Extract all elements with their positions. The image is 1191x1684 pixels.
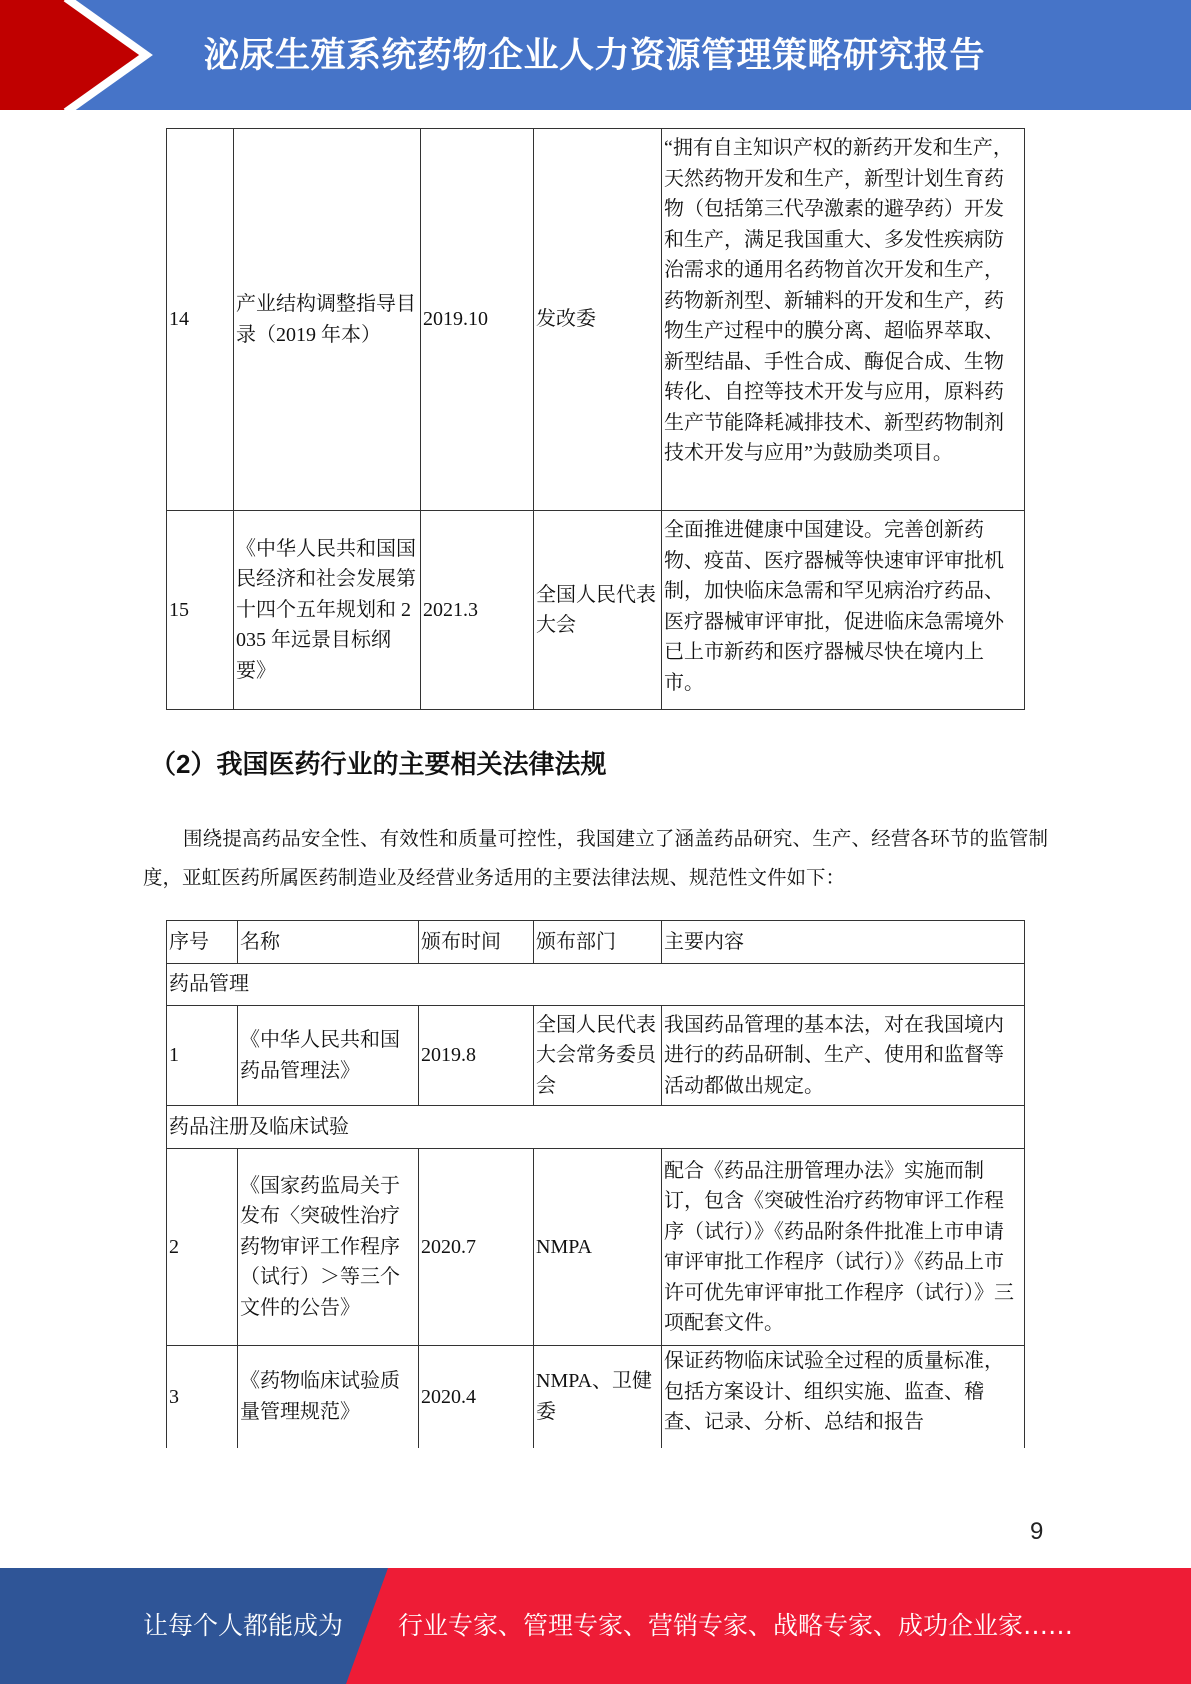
page-number: 9 <box>1030 1518 1044 1545</box>
cell-name: 《中华人民共和国国民经济和社会发展第十四个五年规划和 2035 年远景目标纲要》 <box>234 511 421 710</box>
laws-table <box>166 920 1025 1448</box>
cell-no: 3 <box>167 1346 238 1448</box>
cell-no: 15 <box>167 511 234 710</box>
cell-date: 2019.8 <box>419 1006 534 1106</box>
report-title: 泌尿生殖系统药物企业人力资源管理策略研究报告 <box>204 36 986 75</box>
cell-name: 《药物临床试验质量管理规范》 <box>238 1346 419 1448</box>
cell-no: 2 <box>167 1149 238 1346</box>
cell-name: 产业结构调整指导目录（2019 年本） <box>234 129 421 511</box>
cell-date: 2021.3 <box>421 511 534 710</box>
red-chevron-shape <box>0 0 146 110</box>
header-name: 名称 <box>238 921 419 964</box>
cell-dept: 发改委 <box>534 129 662 511</box>
cell-dept: NMPA <box>534 1149 662 1346</box>
cell-name: 《中华人民共和国药品管理法》 <box>238 1006 419 1106</box>
group-title: 药品注册及临床试验 <box>167 1106 1025 1149</box>
cell-dept: 全国人民代表大会常务委员会 <box>534 1006 662 1106</box>
table-row <box>167 1346 1025 1448</box>
cell-name: 《国家药监局关于发布〈突破性治疗药物审评工作程序（试行）＞等三个文件的公告》 <box>238 1149 419 1346</box>
group-row <box>167 1106 1025 1149</box>
cell-date: 2020.7 <box>419 1149 534 1346</box>
page-footer <box>0 1568 1191 1684</box>
cell-content: 配合《药品注册管理办法》实施而制订，包含《突破性治疗药物审评工作程序（试行）》《药品附条件批准上市申请审评审批工作程序（试行）》《药品上市许可优先审评审批工作程序（试行）》三项配套文件。 <box>662 1149 1025 1346</box>
cell-date: 2020.4 <box>419 1346 534 1448</box>
cell-dept: 全国人民代表大会 <box>534 511 662 710</box>
header-no: 序号 <box>167 921 238 964</box>
cell-date: 2019.10 <box>421 129 534 511</box>
table-row <box>167 1006 1025 1106</box>
cell-no: 14 <box>167 129 234 511</box>
header-content: 主要内容 <box>662 921 1025 964</box>
table-row <box>167 511 1025 710</box>
cell-content: 我国药品管理的基本法，对在我国境内进行的药品研制、生产、使用和监督等活动都做出规定。 <box>662 1006 1025 1106</box>
cell-content: “拥有自主知识产权的新药开发和生产，天然药物开发和生产，新型计划生育药物（包括第三代孕激素的避孕药）开发和生产，满足我国重大、多发性疾病防治需求的通用名药物首次开发和生产，药物新剂型、新辅料的开发和生产，药物生产过程中的膜分离、超临界萃取、新型结晶、手性合成、酶促合成、生物转化、自控等技术开发与应用，原料药生产节能降耗减排技术、新型药物制剂技术开发与应用”为鼓励类项目。 <box>662 129 1025 511</box>
group-title: 药品管理 <box>167 964 1025 1006</box>
page-header <box>0 0 1191 110</box>
footer-slogan-right: 行业专家、管理专家、营销专家、战略专家、成功企业家…… <box>398 1611 1074 1640</box>
table-row <box>167 1149 1025 1346</box>
section-paragraph: 围绕提高药品安全性、有效性和质量可控性，我国建立了涵盖药品研究、生产、经营各环节的监管制度，亚虹医药所属医药制造业及经营业务适用的主要法律法规、规范性文件如下： <box>143 829 1048 889</box>
table-row <box>167 129 1025 511</box>
section-heading: （2）我国医药行业的主要相关法律法规 <box>150 749 607 779</box>
header-date: 颁布时间 <box>419 921 534 964</box>
policy-table <box>166 128 1025 710</box>
cell-no: 1 <box>167 1006 238 1106</box>
cell-content: 保证药物临床试验全过程的质量标准，包括方案设计、组织实施、监查、稽查、记录、分析、总结和报告 <box>662 1346 1025 1448</box>
header-dept: 颁布部门 <box>534 921 662 964</box>
group-row <box>167 964 1025 1006</box>
table-header-row <box>167 921 1025 964</box>
footer-slogan-left: 让每个人都能成为 <box>143 1611 344 1640</box>
cell-dept: NMPA、卫健委 <box>534 1346 662 1448</box>
cell-content: 全面推进健康中国建设。完善创新药物、疫苗、医疗器械等快速审评审批机制，加快临床急需和罕见病治疗药品、医疗器械审评审批，促进临床急需境外已上市新药和医疗器械尽快在境内上市。 <box>662 511 1025 710</box>
